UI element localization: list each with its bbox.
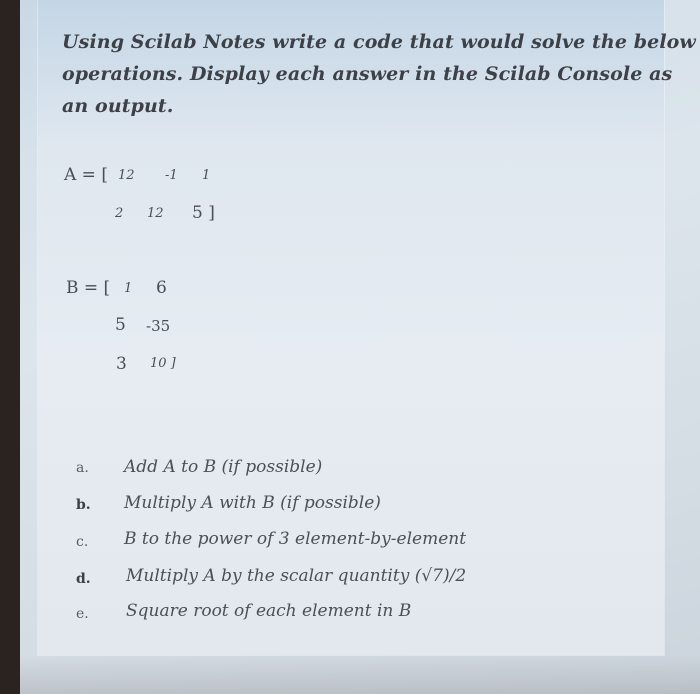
task-text-e: Square root of each element in B <box>126 601 412 621</box>
task-marker-c: c. <box>76 534 89 550</box>
matrix-b-r3c2: 10 ] <box>150 356 176 371</box>
matrix-a-r1c1: 12 <box>118 168 135 183</box>
matrix-b-r1c2: 6 <box>156 278 167 298</box>
paper-shadow <box>20 655 700 694</box>
matrix-b-label: B = [ <box>66 278 111 298</box>
matrix-a-r2c3: 5 ] <box>192 203 215 223</box>
matrix-a-r2c1: 2 <box>115 206 124 221</box>
task-marker-d: d. <box>76 571 91 587</box>
matrix-a-label: A = [ <box>64 165 108 185</box>
task-marker-a: a. <box>76 460 89 476</box>
question-text <box>62 26 696 122</box>
matrix-b-r1c1: 1 <box>124 281 133 296</box>
question-line-1: Using Scilab Notes write a code that would solve the below <box>62 31 696 53</box>
matrix-a-r2c2: 12 <box>147 206 164 221</box>
task-text-b: Multiply A with B (if possible) <box>124 493 381 513</box>
matrix-b-r2c2: -35 <box>146 317 171 335</box>
question-line-2: operations. Display each answer in the Scilab Console as <box>62 63 673 85</box>
task-text-c: B to the power of 3 element-by-element <box>124 529 467 549</box>
matrix-a-r1c2: -1 <box>165 168 178 183</box>
matrix-b-r2c1: 5 <box>115 315 126 335</box>
task-text-d: Multiply A by the scalar quantity (√7)/2 <box>126 566 467 586</box>
task-marker-b: b. <box>76 497 91 513</box>
question-line-3: an output. <box>62 95 174 117</box>
matrix-a-r1c3: 1 <box>202 168 211 183</box>
task-text-a: Add A to B (if possible) <box>124 457 323 477</box>
task-marker-e: e. <box>76 606 89 622</box>
matrix-b-r3c1: 3 <box>116 354 127 374</box>
